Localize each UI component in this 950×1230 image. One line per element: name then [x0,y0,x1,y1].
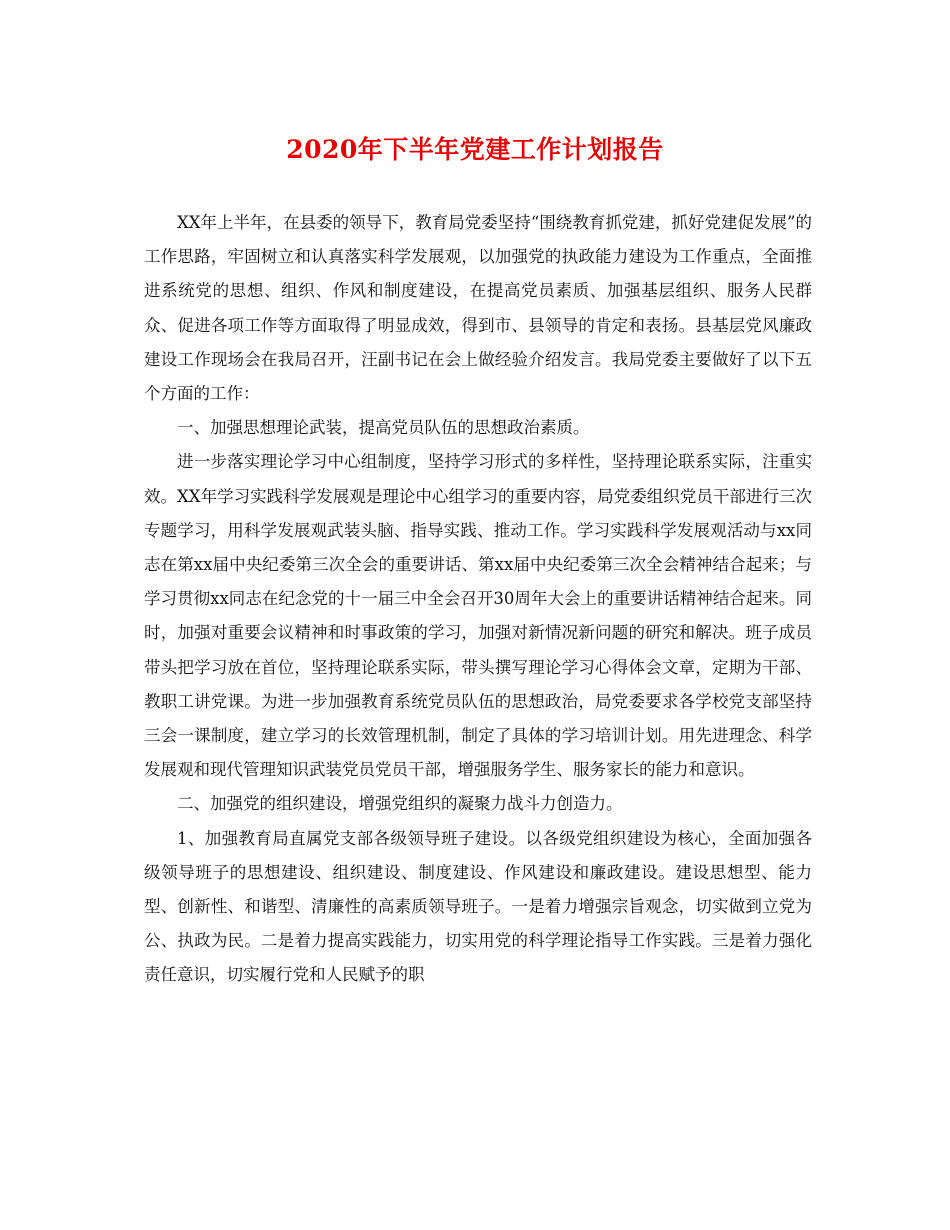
paragraph-intro: XX年上半年，在县委的领导下，教育局党委坚持“围绕教育抓党建，抓好党建促发展”的工作思路，牢固树立和认真落实科学发展观，以加强党的执政能力建设为工作重点，全面推进系统党的思想、组织、作风和制度建设，在提高党员素质、加强基层组织、服务人民群众、促进各项工作等方面取得了明显成效，得到市、县领导的肯定和表扬。县基层党风廉政建设工作现场会在我局召开，汪副书记在会上做经验介绍发言。我局党委主要做好了以下五个方面的工作： [144,213,812,404]
document-title: 2020年下半年党建工作计划报告 [286,135,664,164]
document-body [144,206,812,993]
section-heading-2: 二、加强党的组织建设，增强党组织的凝聚力战斗力创造力。 [177,794,623,814]
section-heading-1: 一、加强思想理论武装，提高党员队伍的思想政治素质。 [177,418,590,438]
paragraph-section-2-item-1: 1、加强教育局直属党支部各级领导班子建设。以各级党组织建设为核心，全面加强各级领导班子的思想建设、组织建设、制度建设、作风建设和廉政建设。建设思想型、能力型、创新性、和谐型、清廉性的高素质领导班子。一是着力增强宗旨观念，切实做到立党为公、执政为民。二是着力提高实践能力，切实用党的科学理论指导工作实践。三是着力强化责任意识，切实履行党和人民赋予的职 [144,828,812,985]
paragraph-section-1: 进一步落实理论学习中心组制度，坚持学习形式的多样性，坚持理论联系实际，注重实效。XX年学习实践科学发展观是理论中心组学习的重要内容，局党委组织党员干部进行三次专题学习，用科学发展观武装头脑、指导实践、推动工作。学习实践科学发展观活动与xx同志在第xx届中央纪委第三次全会的重要讲话、第xx届中央纪委第三次全会精神结合起来；与学习贯彻xx同志在纪念党的十一届三中全会召开30周年大会上的重要讲话精神结合起来。同时，加强对重要会议精神和时事政策的学习，加强对新情况新问题的研究和解决。班子成员带头把学习放在首位，坚持理论联系实际，带头撰写理论学习心得体会文章，定期为干部、教职工讲党课。为进一步加强教育系统党员队伍的思想政治，局党委要求各学校党支部坚持三会一课制度，建立学习的长效管理机制，制定了具体的学习培训计划。用先进理念、科学发展观和现代管理知识武装党员党员干部，增强服务学生、服务家长的能力和意识。 [144,452,812,780]
